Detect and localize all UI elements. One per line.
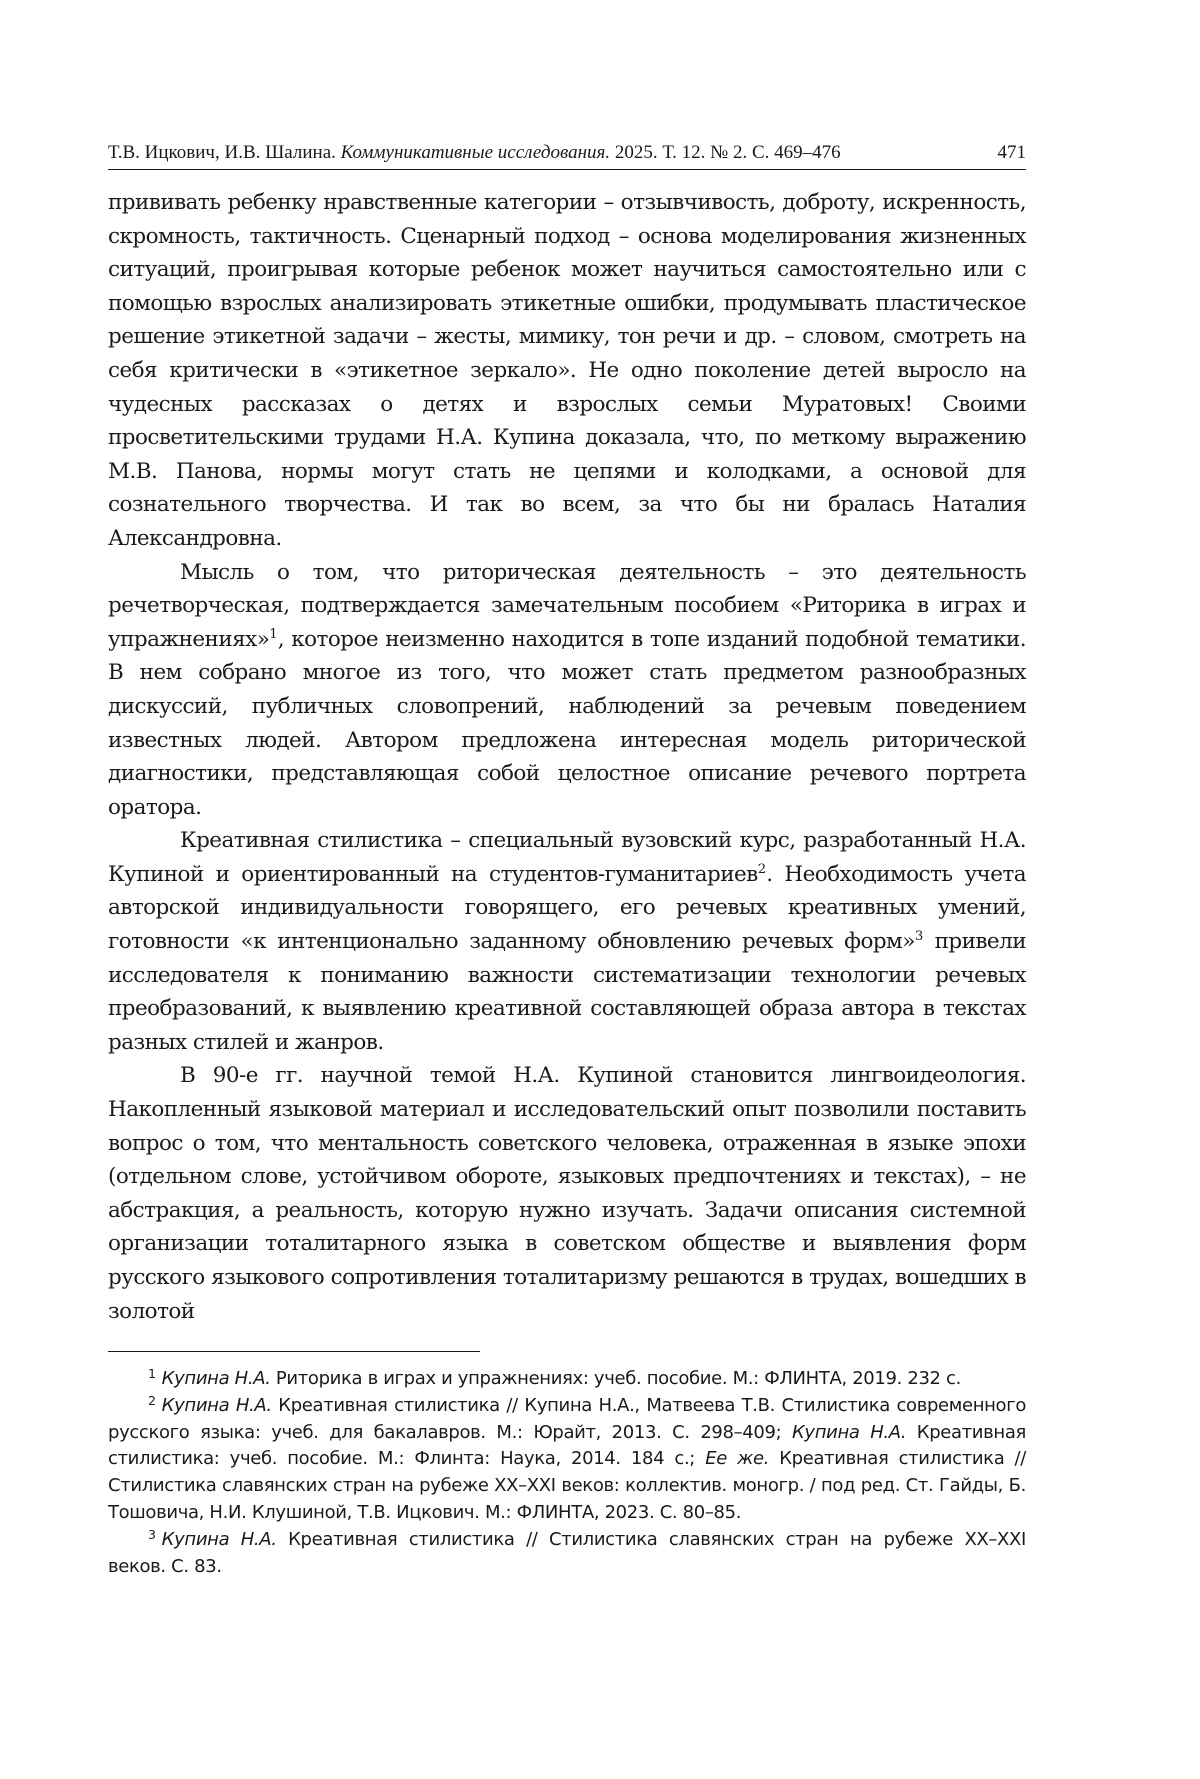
header-issue: 2025. Т. 12. № 2. С. 469–476 <box>614 142 841 163</box>
footnote-2-author-1: Купина Н.А. <box>161 1394 272 1416</box>
footnote-ref-3[interactable]: 3 <box>914 928 924 944</box>
paragraph-2 <box>108 556 1026 825</box>
header-authors: Т.В. Ицкович, И.В. Шалина. <box>108 142 336 163</box>
page-number: 471 <box>997 142 1026 163</box>
footnote-divider <box>108 1351 480 1352</box>
footnote-2-author-2: Купина Н.А. <box>791 1421 907 1443</box>
paragraph-4: В 90-е гг. научной темой Н.А. Купиной становится лингвоидеология. Накопленный языковой материал и исследовательский опыт позволили поставить вопрос о том, что ментальность советского человека, отраженная в языке эпохи (отдельном слове, устойчивом обороте, языковых предпочтениях и текстах), – не абстракция, а реальность, которую нужно изучать. Задачи описания системной организации тоталитарного языка в советском обществе и выявления форм русского языкового сопротивления тоталитаризму решаются в трудах, вошедших в золотой <box>108 1063 1026 1324</box>
footnote-2-text-3: Креативная стилистика // Стилистика славянских стран на рубеже XX–XXI веков: коллектив. моногр. / под ред. Ст. Гайды, Б. Тошовича, Н.И. Клушиной, Т.В. Ицкович. М.: ФЛИНТА, 2023. С. 80–85. <box>108 1448 1026 1523</box>
running-header <box>108 140 1026 170</box>
footnote-1-author: Купина Н.А. <box>161 1368 271 1389</box>
main-text <box>108 186 1026 1328</box>
footnote-3-mark: 3 <box>148 1527 156 1543</box>
footnote-1-text: Риторика в играх и упражнениях: учеб. пособие. М.: ФЛИНТА, 2019. 232 с. <box>270 1368 961 1389</box>
footnote-2-mark: 2 <box>148 1393 156 1409</box>
footnote-3 <box>108 1527 1026 1581</box>
paragraph-2-part-1: Мысль о том, что риторическая деятельность – это деятельность речетворческая, подтверждается замечательным пособием «Риторика в играх и упражнениях» <box>108 559 1026 652</box>
footnote-1 <box>108 1366 1026 1393</box>
footnote-3-author: Купина Н.А. <box>161 1528 277 1550</box>
footnote-ref-1[interactable]: 1 <box>269 626 278 642</box>
header-citation <box>108 140 841 166</box>
header-journal-title: Коммуникативные исследования. <box>340 142 611 163</box>
footnote-2-text-1: Креативная стилистика // Купина Н.А., Матвеева Т.В. Стилистика современного русского языка: учеб. для бакалавров. М.: Юрайт, 2013. С. 298–409; <box>108 1394 1026 1443</box>
footnotes <box>108 1366 1026 1580</box>
paragraph-3-part-3: привели исследователя к пониманию важности систематизации технологии речевых преобразований, к выявлению креативной составляющей образа автора в текстах разных стилей и жанров. <box>108 929 1026 1055</box>
paragraph-3 <box>108 824 1026 1059</box>
footnote-2-text-2: Креативная стилистика: учеб. пособие. М.: Флинта: Наука, 2014. 184 с.; <box>108 1421 1026 1470</box>
paragraph-2-part-2: , которое неизменно находится в топе изданий подобной тематики. В нем собрано многое из того, что может стать предметом разнообразных дискуссий, публичных словопрений, наблюдений за речевым поведением известных людей. Автором предложена интересная модель риторической диагностики, представляющая собой целостное описание речевого портрета оратора. <box>108 626 1026 820</box>
footnote-2-author-3: Ее же. <box>705 1448 770 1470</box>
paragraph-3-part-2: . Необходимость учета авторской индивидуальности говорящего, его речевых креативных умений, готовности «к интенционально заданному обновлению речевых форм» <box>108 861 1026 955</box>
footnote-ref-2[interactable]: 2 <box>757 861 767 877</box>
footnote-3-text: Креативная стилистика // Стилистика славянских стран на рубеже XX–XXI веков. С. 83. <box>108 1528 1026 1577</box>
paragraph-3-part-1: Креативная стилистика – специальный вузовский курс, разработанный Н.А. Купиной и ориентированный на студентов-гуманитариев <box>108 828 1026 887</box>
paragraph-1: прививать ребенку нравственные категории – отзывчивость, доброту, искренность, скромность, тактичность. Сценарный подход – основа моделирования жизненных ситуаций, проигрывая которые ребенок может научиться самостоятельно или с помощью взрослых анализировать этикетные ошибки, продумывать пластическое решение этикетной задачи – жесты, мимику, тон речи и др. – словом, смотреть на себя критически в «этикетное зеркало». Не одно поколение детей выросло на чудесных рассказах о детях и взрослых семьи Муратовых! Своими просветительскими трудами Н.А. Купина доказала, что, по меткому выражению М.В. Панова, нормы могут стать не цепями и колодками, а основой для сознательного творчества. И так во всем, за что бы ни бралась Наталия Александровна. <box>108 190 1026 551</box>
footnote-1-mark: 1 <box>148 1366 156 1382</box>
footnote-2 <box>108 1393 1026 1527</box>
